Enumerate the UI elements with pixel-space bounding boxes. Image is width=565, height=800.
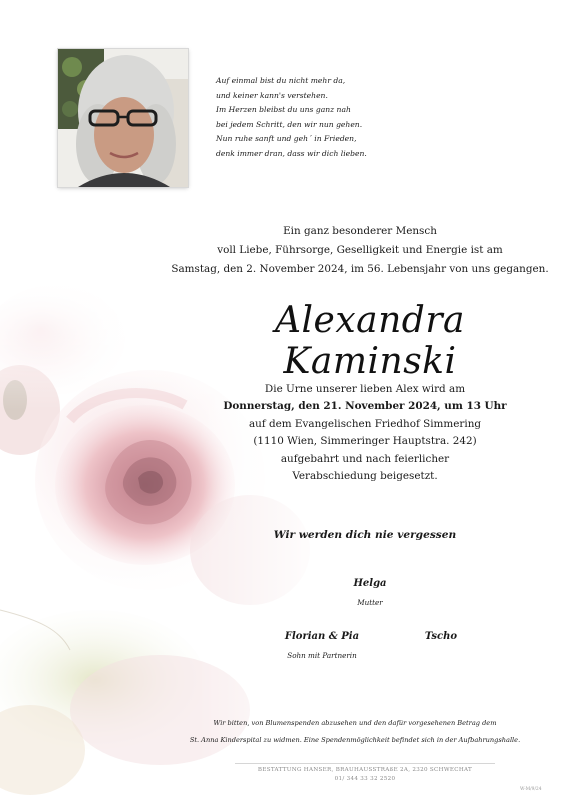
reference-code: W-M/9/24 — [520, 787, 542, 792]
mourner-helga — [310, 578, 430, 607]
intro-line: Ein ganz besonderer Mensch — [283, 225, 437, 237]
deceased-name: Alexandra Kaminski — [275, 300, 465, 382]
footer-line: Wir bitten, von Blumenspenden abzusehen und den dafür vorgesehenen Betrag dem — [213, 719, 497, 727]
portrait-icon — [58, 49, 188, 187]
ceremony-line: Die Urne unserer lieben Alex wird am — [264, 383, 466, 395]
undertaker-info — [235, 763, 495, 784]
undertaker-phone: 01/ 344 33 32 2520 — [334, 776, 396, 782]
ceremony-address: (1110 Wien, Simmeringer Hauptstra. 242) — [253, 435, 477, 448]
ceremony-line: aufgebahrt und nach feierlicher — [280, 452, 450, 465]
mourner-tscho — [396, 631, 486, 642]
intro-line: Samstag, den 2. November 2024, im 56. Lebensjahr von uns gegangen. — [171, 263, 549, 275]
portrait-photo — [58, 49, 188, 187]
footer-line: St. Anna Kinderspital zu widmen. Eine Spendenmöglichkeit befindet sich in der Aufbahrungshalle. — [189, 736, 521, 744]
mourner-name: Florian & Pia — [284, 631, 360, 642]
poem-line: Nun ruhe sanft und geh´ in Frieden, — [216, 134, 357, 144]
ceremony-details — [200, 381, 530, 485]
announcement-text — [150, 222, 565, 279]
mourner-name: Tscho — [424, 631, 458, 642]
intro-line: voll Liebe, Führsorge, Geselligkeit und Energie ist am — [217, 244, 503, 256]
poem-line: Auf einmal bist du nicht mehr da, — [216, 76, 346, 85]
poem-line: bei jedem Schritt, den wir nun gehen. — [216, 119, 363, 129]
mourner-role: Mutter — [357, 598, 383, 607]
poem — [216, 74, 516, 162]
poem-line: Im Herzen bleibst du uns ganz nah — [216, 105, 351, 115]
donation-note — [150, 715, 560, 749]
mourner-role: Sohn mit Partnerin — [287, 651, 357, 660]
mourner-name: Helga — [353, 578, 387, 589]
undertaker-address: BESTATTUNG HANSER, BRAUHAUSSTRAßE 2A, 2320 SCHWECHAT — [257, 767, 473, 773]
ceremony-date: Donnerstag, den 21. November 2024, um 13 Uhr — [223, 400, 507, 413]
motto: Wir werden dich nie vergessen — [273, 529, 457, 541]
ceremony-line: Verabschiedung beigesetzt. — [292, 470, 438, 483]
mourner-florian-pia — [262, 631, 382, 660]
ceremony-line: auf dem Evangelischen Friedhof Simmering — [248, 417, 482, 430]
poem-line: und keiner kann's verstehen. — [216, 90, 328, 100]
poem-line: denk immer dran, dass wir dich lieben. — [216, 148, 367, 158]
